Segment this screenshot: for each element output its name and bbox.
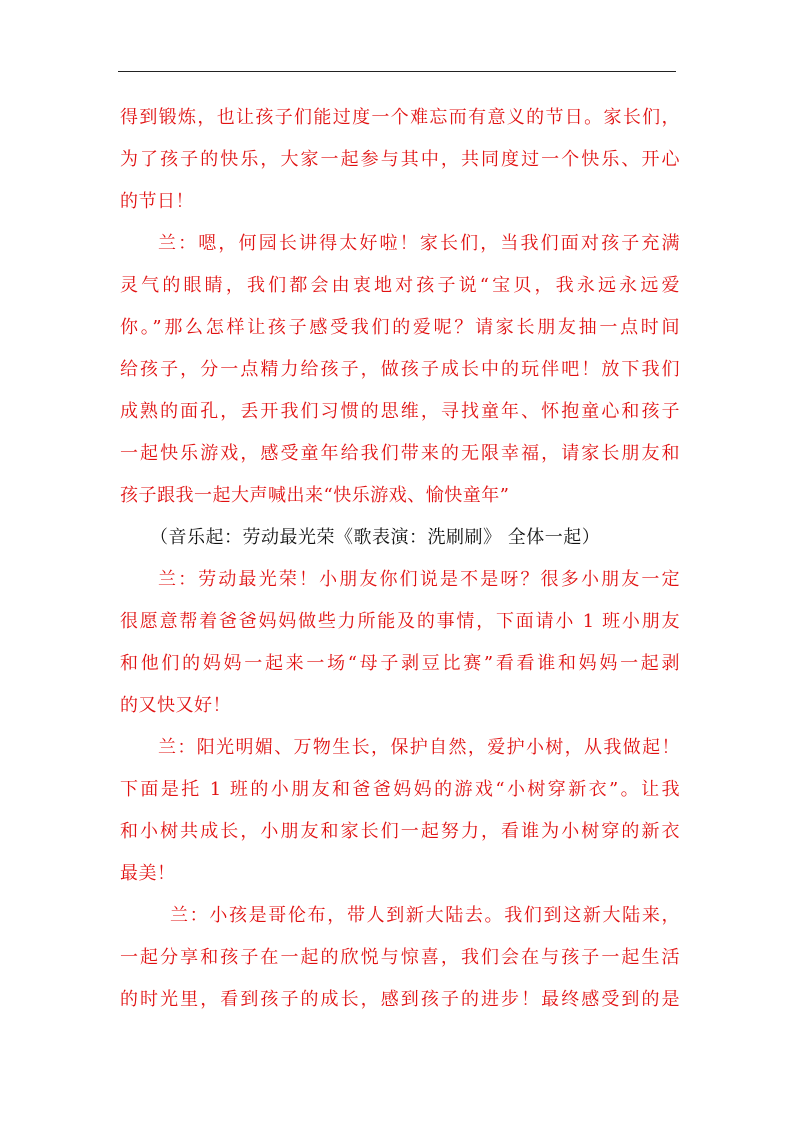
paragraph-1-line-2: 为了孩子的快乐，大家一起参与其中，共同度过一个快乐、开心: [120, 149, 680, 170]
paragraph-1-line-1: 得到锻炼，也让孩子们能过度一个难忘而有意义的节日。家长们，: [120, 107, 680, 128]
paragraph-4-line-3: 和小树共成长，小朋友和家长们一起努力，看谁为小树穿的新衣: [120, 821, 680, 842]
paragraph-4-line-4: 最美！: [120, 863, 176, 884]
paragraph-5-line-2: 一起分享和孩子在一起的欣悦与惊喜，我们会在与孩子一起生活: [120, 947, 680, 968]
stage-direction: （音乐起：劳动最光荣《歌表演：洗刷刷》 全体一起）: [150, 527, 601, 548]
paragraph-3-line-3: 和他们的妈妈一起来一场“母子剥豆比赛”看看谁和妈妈一起剥: [120, 653, 680, 674]
paragraph-3-line-4: 的又快又好！: [120, 695, 231, 716]
paragraph-2-line-5: 成熟的面孔，丢开我们习惯的思维，寻找童年、怀抱童心和孩子: [120, 401, 680, 422]
paragraph-2-line-6: 一起快乐游戏，感受童年给我们带来的无限幸福，请家长朋友和: [120, 443, 680, 464]
paragraph-2-line-2: 灵气的眼睛，我们都会由衷地对孩子说“宝贝，我永远永远爱: [120, 275, 680, 296]
paragraph-2-line-1: 兰：嗯，何园长讲得太好啦！家长们，当我们面对孩子充满: [158, 233, 680, 254]
paragraph-4-line-2: 下面是托 1 班的小朋友和爸爸妈妈的游戏“小树穿新衣”。让我: [120, 779, 680, 800]
header-rule: [118, 71, 676, 72]
paragraph-2-line-7: 孩子跟我一起大声喊出来“快乐游戏、愉快童年”: [120, 485, 510, 506]
paragraph-1-line-3: 的节日！: [120, 191, 194, 212]
paragraph-2-line-4: 给孩子，分一点精力给孩子，做孩子成长中的玩伴吧！放下我们: [120, 359, 680, 380]
paragraph-5-line-3: 的时光里，看到孩子的成长，感到孩子的进步！最终感受到的是: [120, 989, 680, 1010]
paragraph-3-line-1: 兰：劳动最光荣！小朋友你们说是不是呀？很多小朋友一定: [158, 569, 680, 590]
paragraph-2-line-3: 你。”那么怎样让孩子感受我们的爱呢？请家长朋友抽一点时间: [120, 317, 680, 338]
paragraph-3-line-2: 很愿意帮着爸爸妈妈做些力所能及的事情，下面请小 1 班小朋友: [120, 611, 680, 632]
paragraph-4-line-1: 兰：阳光明媚、万物生长，保护自然，爱护小树，从我做起！: [158, 737, 680, 758]
paragraph-5-line-1: 兰：小孩是哥伦布，带人到新大陆去。我们到这新大陆来，: [170, 905, 680, 926]
